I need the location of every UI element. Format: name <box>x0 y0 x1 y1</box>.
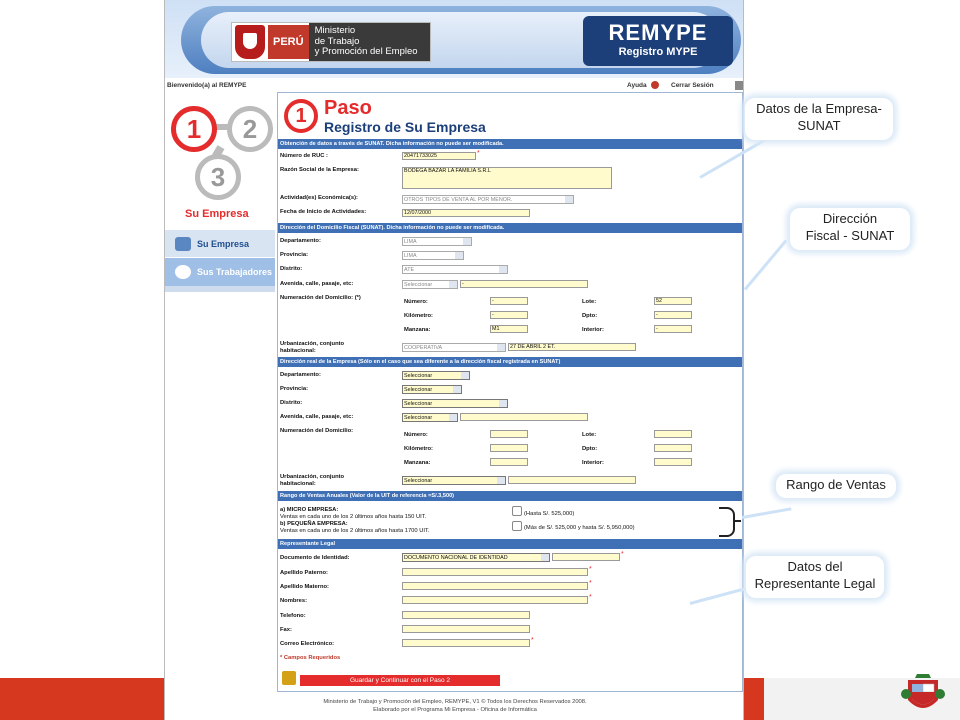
ruc-label: Número de RUC : <box>280 153 328 159</box>
app-name: REMYPE <box>608 20 708 45</box>
fax-label: Fax: <box>280 627 292 633</box>
sidebar <box>165 92 275 692</box>
red-footer-bar <box>0 678 164 720</box>
section-header-direccion-real: Dirección real de la Empresa (Sólo en el caso que sea diferente a la dirección fiscal registrada en SUNAT) <box>278 357 742 367</box>
micro-empresa-radio[interactable] <box>512 506 522 516</box>
sidebar-item-label: Su Empresa <box>197 238 250 249</box>
distrito-label: Distrito: <box>280 266 303 272</box>
required-marker: * <box>589 580 592 587</box>
razon-social-label: Razón Social de la Empresa: <box>280 167 359 173</box>
ministry-line: de Trabajo <box>314 35 360 47</box>
apellido-materno-field[interactable] <box>402 582 588 590</box>
urbanizacion-label: Urbanización, conjunto <box>280 474 345 480</box>
numero-label: Número: <box>404 299 428 305</box>
avenida-label: Avenida, calle, pasaje, etc: <box>280 414 354 420</box>
real-provincia-select[interactable]: Seleccionar <box>402 385 462 394</box>
correo-field[interactable] <box>402 639 530 647</box>
step-2-indicator: 2 <box>227 106 273 152</box>
urbanizacion-type-select[interactable]: COOPERATIVA <box>402 343 506 352</box>
departamento-label: Departamento: <box>280 372 321 378</box>
dpto-label: Dpto: <box>582 313 598 319</box>
apellido-materno-label: Apellido Materno: <box>280 584 329 590</box>
workers-icon <box>175 265 191 279</box>
pequena-empresa-radio[interactable] <box>512 521 522 531</box>
callout-line: Datos de la Empresa- <box>756 101 882 116</box>
current-step-label: Su Empresa <box>185 208 249 220</box>
provincia-select[interactable]: LIMA <box>402 251 464 260</box>
help-icon[interactable] <box>651 81 659 89</box>
real-kilometro-field[interactable] <box>490 444 528 452</box>
logout-link[interactable]: Cerrar Sesión <box>671 82 714 89</box>
step-1-indicator: 1 <box>171 106 217 152</box>
interior-label: Interior: <box>582 460 604 466</box>
kilometro-field[interactable]: - <box>490 311 528 319</box>
departamento-select[interactable]: LIMA <box>402 237 472 246</box>
bracket-annotation <box>735 520 741 522</box>
ministry-line: y Promoción del Empleo <box>314 46 418 58</box>
numeracion-label: Numeración del Domicilio: <box>280 428 354 434</box>
checkmark-icon <box>175 237 191 251</box>
sidebar-item-su-empresa[interactable] <box>165 230 275 258</box>
dpto-label: Dpto: <box>582 446 598 452</box>
numero-field[interactable]: - <box>490 297 528 305</box>
ruc-field[interactable]: 20471733025 <box>402 152 476 160</box>
header-banner <box>165 0 744 78</box>
via-name-field[interactable]: - <box>460 280 588 288</box>
section-header-representante: Representante Legal <box>278 539 742 549</box>
documento-select[interactable]: DOCUMENTO NACIONAL DE IDENTIDAD <box>402 553 550 562</box>
micro-empresa-description: Ventas en cada uno de los 2 últimos años hasta 150 UIT. <box>280 514 427 520</box>
exit-icon[interactable] <box>735 81 743 90</box>
nombres-field[interactable] <box>402 596 588 604</box>
peru-crest-icon <box>900 674 946 718</box>
sidebar-item-label: Sus Trabajadores <box>197 267 273 277</box>
top-bar <box>165 80 744 92</box>
micro-empresa-label: a) MICRO EMPRESA: <box>280 507 339 513</box>
registration-form <box>277 92 743 692</box>
apellido-paterno-field[interactable] <box>402 568 588 576</box>
ministry-name <box>309 23 430 61</box>
real-numero-field[interactable] <box>490 430 528 438</box>
real-distrito-select[interactable]: Seleccionar <box>402 399 508 408</box>
help-link[interactable]: Ayuda <box>627 82 647 89</box>
country-label: PERÚ <box>268 25 309 59</box>
actividad-select[interactable]: OTROS TIPOS DE VENTA AL POR MENOR. <box>402 195 574 204</box>
manzana-label: Manzana: <box>404 327 431 333</box>
dpto-field[interactable]: - <box>654 311 692 319</box>
real-manzana-field[interactable] <box>490 458 528 466</box>
footer-copyright: Ministerio de Trabajo y Promoción del Empleo, REMYPE, V1 © Todos los Derechos Reservados 2008. <box>323 699 587 705</box>
numero-label: Número: <box>404 432 428 438</box>
fecha-inicio-label: Fecha de Inicio de Actividades: <box>280 209 367 215</box>
nombres-label: Nombres: <box>280 598 308 604</box>
callout-line: Dirección <box>822 211 878 226</box>
habitacional-label: habitacional: <box>280 481 316 487</box>
government-logo <box>231 22 431 62</box>
bracket-annotation <box>719 507 735 537</box>
pequena-empresa-label: b) PEQUEÑA EMPRESA: <box>280 521 348 527</box>
save-icon <box>282 671 296 685</box>
callout-direccion-fiscal <box>790 208 910 250</box>
app-logo <box>595 20 721 64</box>
sidebar-item-sus-trabajadores[interactable] <box>165 258 275 286</box>
page-title: Registro de Su Empresa <box>324 119 486 135</box>
apellido-paterno-label: Apellido Paterno: <box>280 570 328 576</box>
habitacional-label: habitacional: <box>280 348 316 354</box>
section-header-sunat: Obtención de datos a través de SUNAT. Dicha información no puede ser modificada. <box>278 139 742 149</box>
ministry-line: Ministerio <box>314 25 356 37</box>
razon-social-field[interactable]: BODEGA BAZAR LA FAMILIA S.R.L <box>402 167 612 189</box>
real-urbanizacion-name-field[interactable] <box>508 476 636 484</box>
callout-line: Fiscal - SUNAT <box>805 228 895 243</box>
micro-range-label: (Hasta S/. 525,000) <box>524 511 575 517</box>
footer-credits: Elaborado por el Programa Mi Empresa - Oficina de Informática <box>373 707 537 713</box>
required-marker: * <box>589 594 592 601</box>
section-header-domicilio-fiscal: Dirección del Domicilio Fiscal (SUNAT). Dicha información no puede ser modificada. <box>278 223 742 233</box>
required-marker: * <box>477 150 480 157</box>
interior-field[interactable]: - <box>654 325 692 333</box>
welcome-text: Bienvenido(a) al REMYPE <box>167 82 247 89</box>
real-lote-field[interactable] <box>654 430 692 438</box>
urbanizacion-label: Urbanización, conjunto <box>280 341 345 347</box>
real-via-name-field[interactable] <box>460 413 588 421</box>
section-header-rango-ventas: Rango de Ventas Anuales (Valor de la UIT de referencia =S/.3,500) <box>278 491 742 501</box>
save-continue-button[interactable]: Guardar y Continuar con el Paso 2 <box>300 675 500 686</box>
step-3-indicator: 3 <box>195 154 241 200</box>
lote-label: Lote: <box>582 432 597 438</box>
step-word: Paso <box>324 97 372 119</box>
pequena-empresa-description: Ventas en cada uno de los 2 últimos años hasta 1700 UIT. <box>280 528 430 534</box>
kilometro-label: Kilómetro: <box>404 446 433 452</box>
provincia-label: Provincia: <box>280 386 309 392</box>
real-urbanizacion-type-select[interactable]: Seleccionar <box>402 476 506 485</box>
step-number-badge: 1 <box>284 99 318 133</box>
numeracion-label: Numeración del Domicilio: (*) <box>280 295 361 301</box>
correo-label: Correo Electrónico: <box>280 641 335 647</box>
distrito-select[interactable]: ATE <box>402 265 508 274</box>
red-footer-bar <box>744 678 764 720</box>
telefono-field[interactable] <box>402 611 530 619</box>
distrito-label: Distrito: <box>280 400 303 406</box>
required-marker: * <box>621 551 624 558</box>
callout-rango-ventas: Rango de Ventas <box>776 474 896 498</box>
interior-label: Interior: <box>582 327 604 333</box>
shield-icon <box>235 25 265 59</box>
callout-line: SUNAT <box>797 118 841 133</box>
telefono-label: Telefono: <box>280 613 306 619</box>
app-subtitle: Registro MYPE <box>618 46 698 58</box>
kilometro-label: Kilómetro: <box>404 313 433 319</box>
manzana-field[interactable]: M1 <box>490 325 528 333</box>
callout-pointer <box>744 240 787 291</box>
required-marker: * <box>589 566 592 573</box>
callout-pointer <box>742 507 792 519</box>
documento-number-field[interactable] <box>552 553 620 561</box>
callout-line: Datos del <box>787 559 843 574</box>
sidebar-divider <box>165 286 275 292</box>
manzana-label: Manzana: <box>404 460 431 466</box>
avenida-label: Avenida, calle, pasaje, etc: <box>280 281 354 287</box>
callout-empresa-sunat <box>745 98 893 140</box>
urbanizacion-name-field[interactable]: 27 DE ABRIL 2 ET. <box>508 343 636 351</box>
remype-app <box>164 0 744 720</box>
footer <box>165 692 744 720</box>
fecha-inicio-field[interactable]: 12/07/2000 <box>402 209 530 217</box>
callout-representante <box>746 556 884 598</box>
fax-field[interactable] <box>402 625 530 633</box>
lote-label: Lote: <box>582 299 597 305</box>
actividad-label: Actividad(es) Económica(s): <box>280 195 358 201</box>
real-dpto-field[interactable] <box>654 444 692 452</box>
real-interior-field[interactable] <box>654 458 692 466</box>
required-fields-note: * Campos Requeridos <box>280 655 341 661</box>
departamento-label: Departamento: <box>280 238 321 244</box>
provincia-label: Provincia: <box>280 252 309 258</box>
via-type-select[interactable]: Seleccionar <box>402 280 458 289</box>
pequena-range-label: (Más de S/. 525,000 y hasta S/. 5,950,000) <box>524 525 635 531</box>
documento-label: Documento de Identidad: <box>280 555 350 561</box>
real-via-type-select[interactable]: Seleccionar <box>402 413 458 422</box>
callout-line: Representante Legal <box>754 576 876 591</box>
real-departamento-select[interactable]: Seleccionar <box>402 371 470 380</box>
lote-field[interactable]: 52 <box>654 297 692 305</box>
required-marker: * <box>531 637 534 644</box>
